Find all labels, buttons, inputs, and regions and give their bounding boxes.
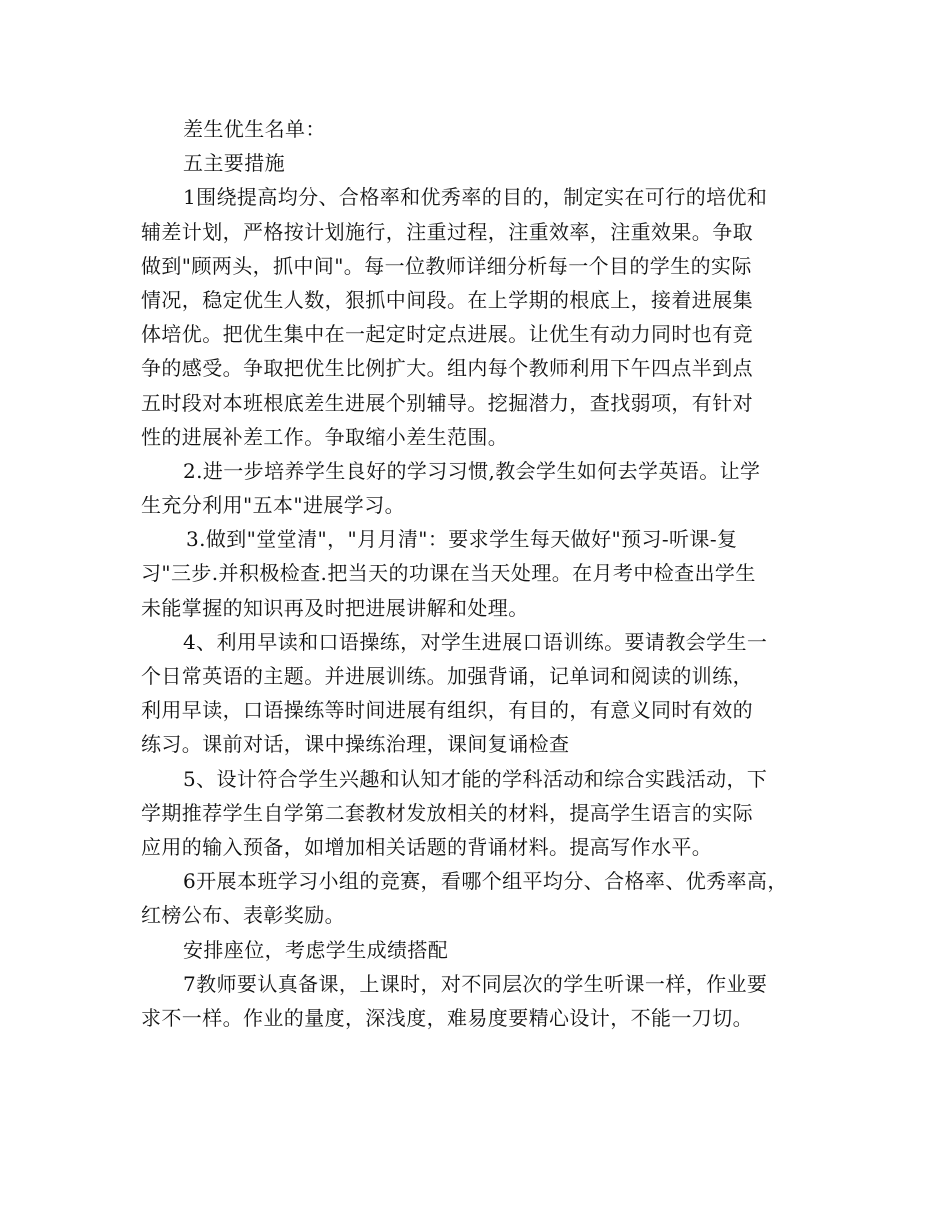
text-line: 5、设计符合学生兴趣和认知才能的学科活动和综合实践活动，下 (183, 766, 768, 791)
paragraph-6 (141, 864, 825, 932)
text-line: 五时段对本班根底差生进展个别辅导。挖掘潜力，查找弱项，有针对 (141, 390, 753, 415)
paragraph-2 (141, 454, 825, 522)
paragraph-4 (141, 625, 825, 762)
text-line: 做到"顾两头，抓中间"。每一位教师详细分析每一个目的学生的实际 (141, 253, 752, 278)
paragraph-7 (141, 967, 825, 1035)
text-line: 练习。课前对话，课中操练治理，课间复诵检查 (141, 732, 570, 757)
paragraph-heading (141, 146, 825, 180)
text-line: 1围绕提高均分、合格率和优秀率的目的，制定实在可行的培优和 (183, 185, 768, 210)
text-line: 利用早读，口语操练等时间进展有组织，有目的，有意义同时有效的 (141, 698, 753, 723)
text-line: 性的进展补差工作。争取缩小差生范围。 (141, 424, 509, 449)
text-line: 6开展本班学习小组的竞赛，看哪个组平均分、合格率、优秀率高， (183, 869, 788, 894)
paragraph-5 (141, 762, 825, 865)
text-line: 学期推荐学生自学第二套教材发放相关的材料，提高学生语言的实际 (141, 800, 753, 825)
text-line: 生充分利用"五本"进展学习。 (141, 493, 405, 518)
text-line: 五主要措施 (183, 151, 285, 176)
text-line: 7教师要认真备课，上课时，对不同层次的学生听课一样，作业要 (183, 971, 768, 996)
text-line: 争的感受。争取把优生比例扩大。组内每个教师利用下午四点半到点 (141, 356, 753, 381)
paragraph-3 (141, 522, 825, 625)
paragraph-1 (141, 180, 825, 454)
text-line: 求不一样。作业的量度，深浅度，难易度要精心设计，不能一刀切。 (141, 1005, 753, 1030)
text-line: 3.做到"堂堂清"，"月月清"：要求学生每天做好"预习-听课-复 (186, 527, 738, 552)
text-line: 应用的输入预备，如增加相关话题的背诵材料。提高写作水平。 (141, 834, 713, 859)
text-line: 体培优。把优生集中在一起定时定点进展。让优生有动力同时也有竞 (141, 322, 753, 347)
paragraph-seat (141, 933, 825, 967)
text-line: 2.进一步培养学生良好的学习习惯,教会学生如何去学英语。让学 (183, 458, 761, 483)
text-line: 个日常英语的主题。并进展训练。加强背诵，记单词和阅读的训练， (141, 664, 753, 688)
text-line: 辅差计划，严格按计划施行，注重过程，注重效率，注重效果。争取 (141, 219, 753, 244)
text-line: 红榜公布、表彰奖励。 (141, 903, 345, 928)
paragraph-list (141, 112, 825, 146)
text-line: 4、利用早读和口语操练，对学生进展口语训练。要请教会学生一 (183, 629, 768, 654)
text-line: 未能掌握的知识再及时把进展讲解和处理。 (141, 595, 529, 620)
text-line: 情况，稳定优生人数，狠抓中间段。在上学期的根底上，接着进展集 (141, 287, 753, 312)
document-body (141, 112, 825, 1035)
text-line: 差生优生名单： (183, 117, 326, 141)
text-line: 安排座位，考虑学生成绩搭配 (183, 937, 449, 962)
text-line: 习"三步.并积极检查.把当天的功课在当天处理。在月考中检查出学生 (141, 561, 756, 586)
